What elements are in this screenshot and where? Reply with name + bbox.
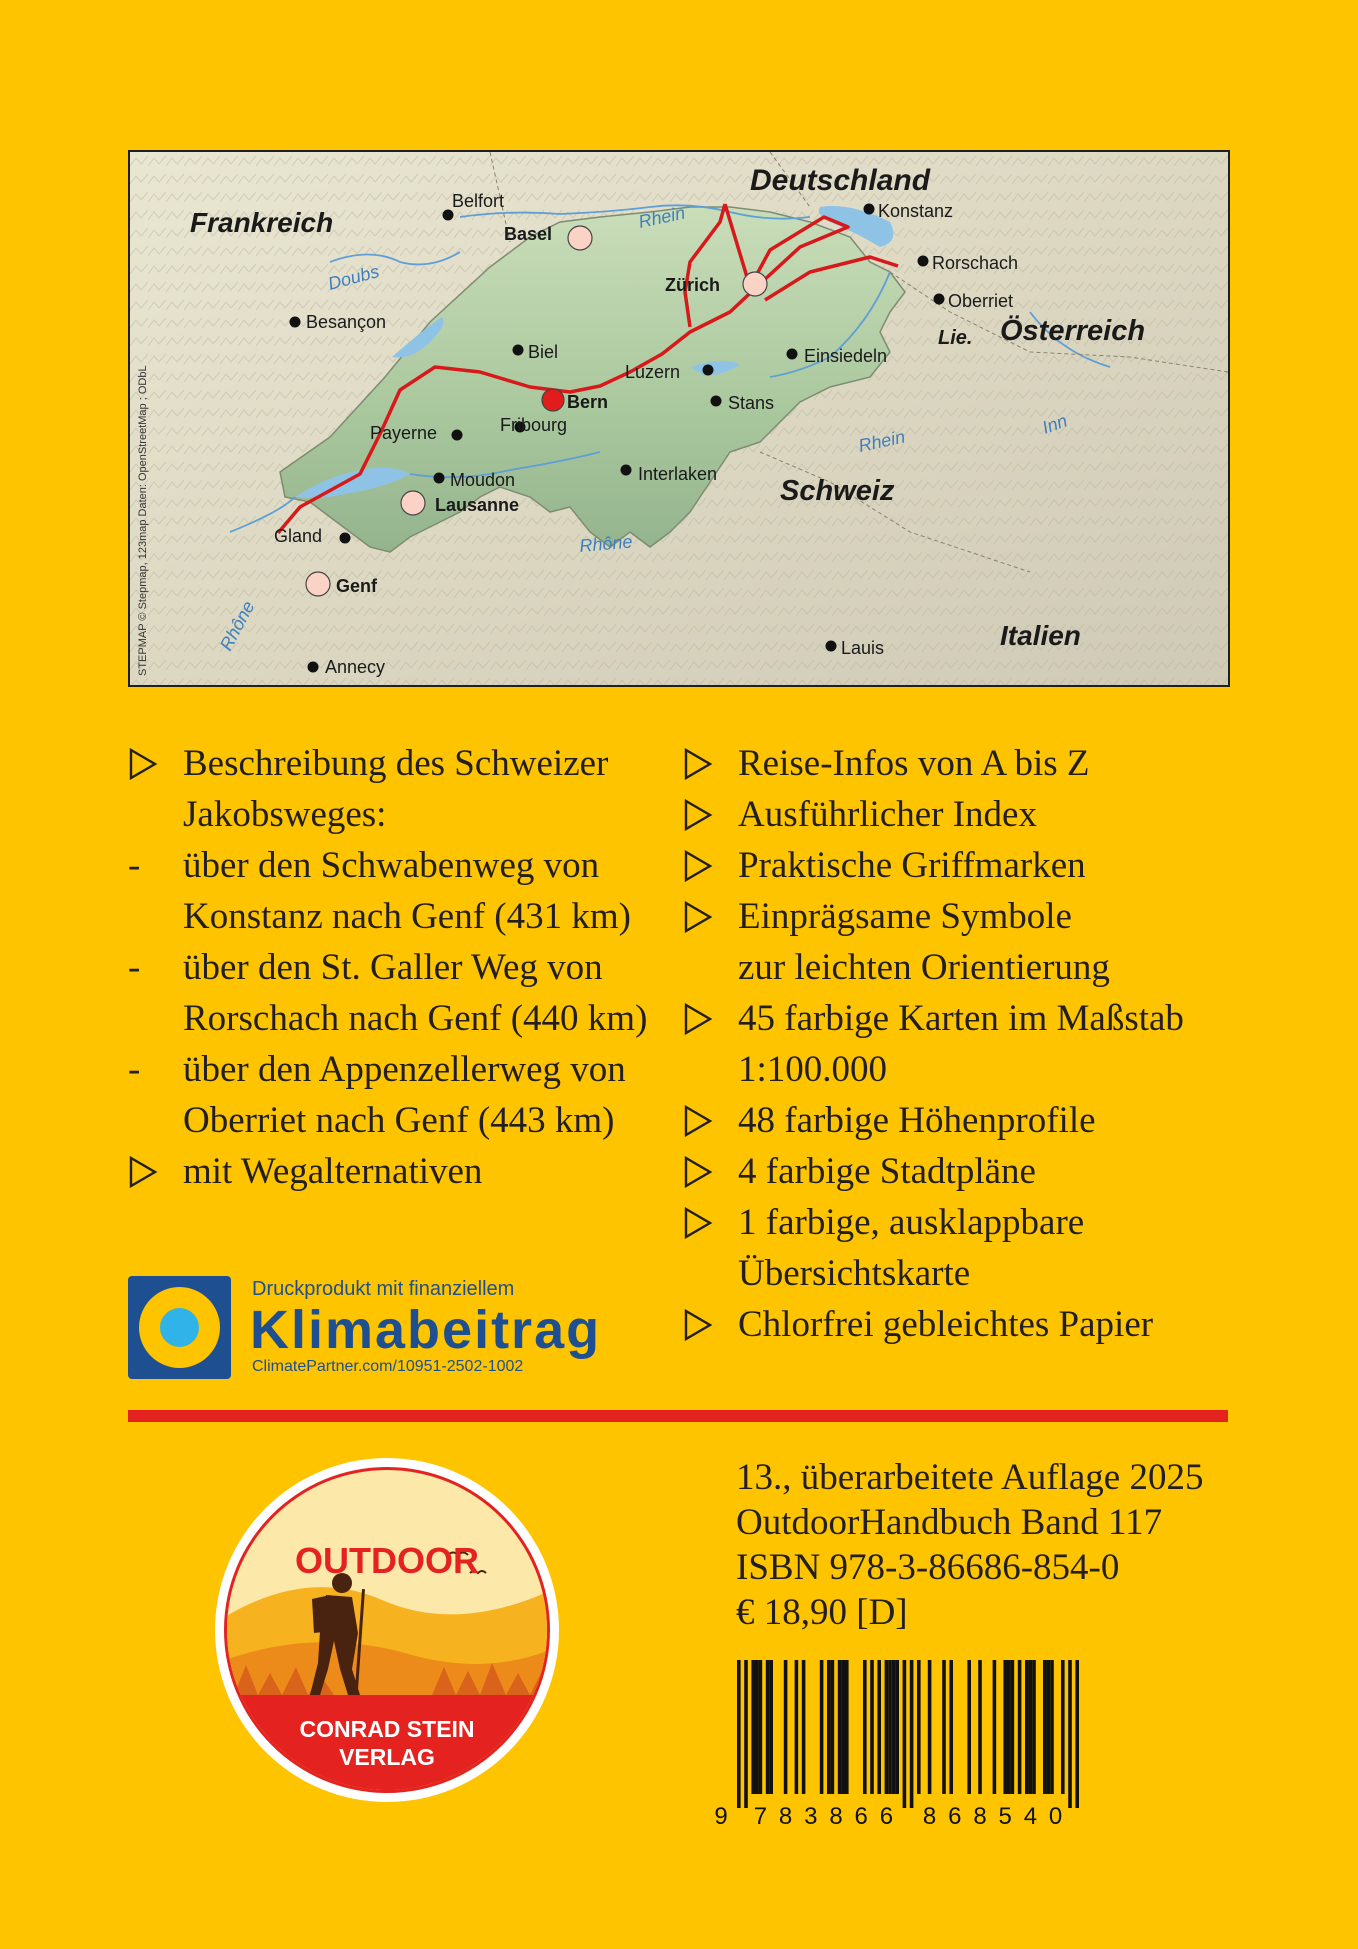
badge-publisher-line2: VERLAG xyxy=(339,1744,435,1770)
city-dot-konstanz xyxy=(864,204,875,215)
barcode-bar xyxy=(744,1660,748,1808)
feature-list-right xyxy=(683,738,1184,1350)
city-dot-moudon xyxy=(434,473,445,484)
barcode-bar xyxy=(910,1660,914,1808)
barcode-digit: 6 xyxy=(948,1803,962,1830)
city-dot-rorschach xyxy=(918,256,929,267)
city-label: Lauis xyxy=(841,638,885,658)
barcode-bar xyxy=(831,1660,835,1794)
feature-text: Beschreibung des Schweizer xyxy=(183,743,609,784)
feature-text: über den Appenzellerweg von xyxy=(183,1049,626,1090)
feature-text: Übersichtskarte xyxy=(738,1253,971,1294)
feature-item xyxy=(128,891,647,942)
feature-text: 1:100.000 xyxy=(738,1049,888,1090)
country-label: Frankreich xyxy=(190,207,334,238)
feature-text: mit Wegalternativen xyxy=(183,1151,483,1192)
isbn-line: ISBN 978-3-86686-854-0 xyxy=(736,1547,1120,1588)
barcode-bar xyxy=(1068,1660,1072,1808)
country-label: Lie. xyxy=(938,327,973,349)
map-credit: STEPMAP © Stepmap, 123map Daten: OpenStreetMap ; ODbL xyxy=(137,365,149,676)
city-label: Einsiedeln xyxy=(804,346,888,366)
climate-title: Klimabeitrag xyxy=(250,1300,602,1360)
city-dot-interlaken xyxy=(621,465,632,476)
feature-text: Konstanz nach Genf (431 km) xyxy=(183,896,631,937)
city-dot-payerne xyxy=(452,430,463,441)
country-label: Italien xyxy=(1000,620,1081,651)
barcode-bar xyxy=(1032,1660,1036,1794)
barcode-bar xyxy=(769,1660,773,1794)
barcode-bar xyxy=(737,1660,741,1808)
city-dot-lausanne xyxy=(401,491,425,515)
feature-text: Praktische Griffmarken xyxy=(738,845,1086,886)
barcode-bar xyxy=(1061,1660,1065,1794)
dash-bullet: - xyxy=(128,845,141,886)
barcode-digit: 8 xyxy=(922,1803,937,1830)
river-label: Inn xyxy=(1039,410,1070,438)
dash-bullet: - xyxy=(128,947,141,988)
barcode-bar xyxy=(1050,1660,1054,1794)
city-dot-lauis xyxy=(826,641,837,652)
feature-text: Jakobsweges: xyxy=(183,794,387,835)
city-label: Interlaken xyxy=(638,464,718,484)
climate-top-text: Druckprodukt mit finanziellem xyxy=(252,1278,515,1300)
feature-item xyxy=(683,738,1184,789)
city-label: Luzern xyxy=(625,362,681,382)
feature-item xyxy=(683,942,1184,993)
feature-list-left xyxy=(128,738,647,1197)
overview-map xyxy=(128,150,1230,687)
edition-line: 13., überarbeitete Auflage 2025 xyxy=(736,1457,1204,1498)
city-label: Rorschach xyxy=(932,253,1019,273)
barcode-bar xyxy=(870,1660,874,1794)
river-label: Rhein xyxy=(636,202,687,232)
city-dot-basel xyxy=(568,226,592,250)
feature-text: 48 farbige Höhenprofile xyxy=(738,1100,1096,1141)
barcode-bar xyxy=(1025,1660,1029,1794)
city-label: Biel xyxy=(528,342,559,362)
series-line: OutdoorHandbuch Band 117 xyxy=(736,1502,1163,1543)
city-label: Lausanne xyxy=(435,495,520,515)
city-label: Fribourg xyxy=(500,415,568,435)
feature-text: 4 farbige Stadtpläne xyxy=(738,1151,1036,1192)
city-label: Annecy xyxy=(325,657,386,677)
feature-item xyxy=(128,738,647,789)
feature-text: Ausführlicher Index xyxy=(738,794,1037,835)
barcode-bar xyxy=(917,1660,921,1794)
feature-text: Chlorfrei gebleichtes Papier xyxy=(738,1304,1154,1345)
climate-dot-icon xyxy=(160,1308,199,1347)
feature-item xyxy=(683,1248,1184,1299)
barcode-digit: 3 xyxy=(804,1803,818,1830)
barcode-bar xyxy=(755,1660,759,1794)
barcode-bar xyxy=(863,1660,867,1794)
city-label: Moudon xyxy=(450,470,516,490)
city-dot-einsiedeln xyxy=(787,349,798,360)
barcode-bar xyxy=(766,1660,770,1794)
feature-text: 45 farbige Karten im Maßstab xyxy=(738,998,1184,1039)
barcode-bar xyxy=(784,1660,788,1794)
city-dot-oberriet xyxy=(934,294,945,305)
barcode-digit: 6 xyxy=(879,1803,894,1830)
barcode-bar xyxy=(1003,1660,1007,1794)
city-dot-belfort xyxy=(443,210,454,221)
feature-item xyxy=(128,1095,647,1146)
barcode-bar xyxy=(895,1660,899,1794)
barcode-digit: 8 xyxy=(778,1803,793,1830)
feature-item xyxy=(128,840,647,891)
barcode-bar xyxy=(942,1660,946,1794)
river-label: Rhein xyxy=(856,426,907,456)
barcode-bar xyxy=(928,1660,932,1794)
badge-graphic xyxy=(212,1455,562,1805)
barcode-bar xyxy=(759,1660,763,1794)
barcode-digit: 7 xyxy=(753,1803,768,1830)
barcode-bar xyxy=(885,1660,889,1794)
barcode-bar xyxy=(795,1660,799,1794)
city-dot-bern xyxy=(542,389,564,411)
barcode-bar xyxy=(1047,1660,1051,1794)
city-label: Stans xyxy=(728,393,775,413)
city-dot-biel xyxy=(513,345,524,356)
barcode-digit: 8 xyxy=(973,1803,987,1830)
barcode-bar xyxy=(903,1660,907,1808)
city-dot-genf xyxy=(306,572,330,596)
barcode-bar xyxy=(993,1660,997,1794)
feature-item xyxy=(128,789,647,840)
city-dot-luzern xyxy=(703,365,714,376)
ean-barcode xyxy=(713,1660,1093,1830)
barcode-bar xyxy=(1007,1660,1011,1794)
badge-title: OUTDOOR xyxy=(295,1540,479,1581)
barcode-digit: 5 xyxy=(998,1803,1012,1830)
feature-item xyxy=(683,789,1184,840)
feature-text: zur leichten Orientierung xyxy=(738,947,1110,988)
feature-text: Rorschach nach Genf (440 km) xyxy=(183,998,648,1039)
feature-text: über den St. Galler Weg von xyxy=(183,947,603,988)
barcode-digit: 9 xyxy=(714,1803,728,1830)
barcode-bar xyxy=(978,1660,982,1794)
feature-text: Einprägsame Symbole xyxy=(738,896,1072,937)
barcode-bar xyxy=(1029,1660,1033,1794)
city-dot-stans xyxy=(711,396,722,407)
country-label: Schweiz xyxy=(780,475,895,507)
river-label: Doubs xyxy=(325,261,382,294)
map-canvas xyxy=(130,152,1228,685)
barcode-digit: 0 xyxy=(1048,1803,1063,1830)
barcode-bar xyxy=(877,1660,881,1794)
city-label: Besançon xyxy=(306,312,387,332)
barcode-bar xyxy=(892,1660,896,1794)
price-line: € 18,90 [D] xyxy=(736,1592,908,1633)
climate-url: ClimatePartner.com/10951-2502-1002 xyxy=(252,1358,524,1375)
barcode-bars xyxy=(713,1660,1093,1830)
feature-item xyxy=(683,891,1184,942)
feature-text: 1 farbige, ausklappbare xyxy=(738,1202,1085,1243)
feature-item xyxy=(128,1044,647,1095)
barcode-digit: 4 xyxy=(1023,1803,1038,1830)
climate-partner-logo xyxy=(128,1276,648,1379)
city-label: Bern xyxy=(567,392,609,412)
country-label: Deutschland xyxy=(750,164,931,197)
publisher-badge xyxy=(212,1455,562,1805)
feature-item xyxy=(683,1095,1184,1146)
barcode-bar xyxy=(751,1660,755,1794)
barcode-bar xyxy=(1018,1660,1022,1794)
city-label: Genf xyxy=(336,576,378,596)
feature-item xyxy=(128,1146,647,1197)
city-dot-zrich xyxy=(743,272,767,296)
barcode-bar xyxy=(841,1660,845,1794)
river-label: Rhône xyxy=(578,531,634,556)
barcode-bar xyxy=(827,1660,831,1794)
city-dot-gland xyxy=(340,533,351,544)
barcode-bar xyxy=(820,1660,824,1794)
feature-item xyxy=(683,1146,1184,1197)
barcode-bar xyxy=(888,1660,892,1794)
city-label: Basel xyxy=(504,224,553,244)
divider-rule xyxy=(128,1410,1228,1422)
barcode-digit: 6 xyxy=(854,1803,868,1830)
barcode-bar xyxy=(845,1660,849,1794)
city-dot-besanon xyxy=(290,317,301,328)
dash-bullet: - xyxy=(128,1049,141,1090)
country-label: Österreich xyxy=(1000,315,1146,347)
feature-text: Reise-Infos von A bis Z xyxy=(738,743,1090,784)
edition-info xyxy=(736,1455,1203,1635)
city-label: Payerne xyxy=(370,423,438,443)
city-label: Oberriet xyxy=(948,291,1014,311)
feature-item xyxy=(683,1299,1184,1350)
barcode-bar xyxy=(802,1660,806,1794)
city-dot-annecy xyxy=(308,662,319,673)
feature-item xyxy=(683,1197,1184,1248)
barcode-bar xyxy=(1075,1660,1079,1808)
river-label: Rhône xyxy=(215,597,259,654)
feature-item xyxy=(683,1044,1184,1095)
barcode-bar xyxy=(967,1660,971,1794)
feature-item xyxy=(128,993,647,1044)
feature-text: über den Schwabenweg von xyxy=(183,845,600,886)
barcode-bar xyxy=(949,1660,953,1794)
city-label: Konstanz xyxy=(878,201,954,221)
barcode-bar xyxy=(1011,1660,1015,1794)
barcode-digit: 8 xyxy=(829,1803,843,1830)
feature-item xyxy=(683,993,1184,1044)
feature-item xyxy=(683,840,1184,891)
climate-icon-box xyxy=(128,1276,231,1379)
feature-text: Oberriet nach Genf (443 km) xyxy=(183,1100,615,1141)
city-label: Belfort xyxy=(452,191,505,211)
barcode-bar xyxy=(1043,1660,1047,1794)
city-label: Zürich xyxy=(665,275,721,295)
barcode-bar xyxy=(838,1660,842,1794)
feature-item xyxy=(128,942,647,993)
badge-publisher-line1: CONRAD STEIN xyxy=(299,1716,475,1742)
city-label: Gland xyxy=(274,526,323,546)
